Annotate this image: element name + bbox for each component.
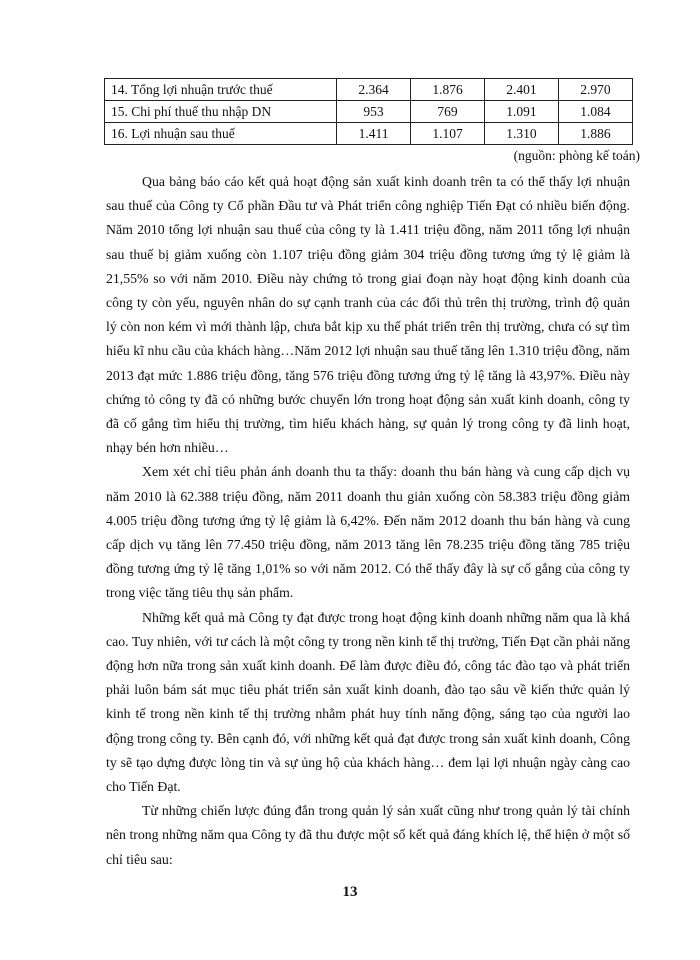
table-cell: 1.886	[558, 123, 632, 145]
row-label: 16. Lợi nhuận sau thuế	[105, 123, 337, 145]
table-cell: 1.107	[411, 123, 485, 145]
page-number: 13	[342, 884, 358, 900]
table-row	[105, 101, 633, 123]
table-cell: 1.310	[485, 123, 559, 145]
table-cell: 1.084	[558, 101, 632, 123]
financial-table	[104, 78, 633, 145]
table-cell: 953	[337, 101, 411, 123]
row-label: 14. Tổng lợi nhuận trước thuế	[105, 79, 337, 101]
table-cell: 1.091	[485, 101, 559, 123]
table-row	[105, 123, 633, 145]
paragraph: Từ những chiến lược đúng đắn trong quản lý sản xuất cũng như trong quản lý tài chính nên trong những năm qua Công ty đã thu được một số kết quả đáng khích lệ, thể hiện ở một số chỉ tiêu sau:	[106, 803, 630, 867]
paragraph: Những kết quả mà Công ty đạt được trong hoạt động kinh doanh những năm qua là khá cao. Tuy nhiên, với tư cách là một công ty trong nền kinh tế thị trường, Tiến Đạt cần phải năng động hơn nữa trong sản xuất kinh doanh. Để làm được điều đó, công tác đào tạo và phát triển phải luôn bám sát mục tiêu phát triển sản xuất kinh doanh, đào tạo sâu về kiến thức quản lý kinh tế trong nền kinh tế thị trường nhằm phát huy tính năng động, sáng tạo của người lao động trong công ty. Bên cạnh đó, với những kết quả đạt được trong sản xuất kinh doanh, Công ty sẽ tạo dựng được lòng tin và sự ủng hộ của khách hàng… đem lại lợi nhuận ngày càng cao cho Tiến Đạt.	[106, 609, 630, 795]
table-cell: 1.876	[411, 79, 485, 101]
table-cell: 2.970	[558, 79, 632, 101]
paragraph: Xem xét chỉ tiêu phản ánh doanh thu ta thấy: doanh thu bán hàng và cung cấp dịch vụ năm 2010 là 62.388 triệu đồng, năm 2011 doanh thu giản xuống còn 58.383 triệu đồng giảm 4.005 triệu đồng tương ứng tỷ lệ giảm là 6,42%. Đến năm 2012 doanh thu bán hàng và cung cấp dịch vụ tăng lên 77.450 triệu đồng, năm 2013 tăng lên 78.235 triệu đồng tăng 785 triệu đồng tương ứng tỷ lệ tăng 1,01% so với năm 2012. Có thể thấy đây là sự cố gắng của công ty trong việc tăng tiêu thụ sản phẩm.	[106, 464, 630, 601]
row-label: 15. Chi phí thuế thu nhập DN	[105, 101, 337, 123]
table-cell: 2.401	[485, 79, 559, 101]
table-row	[105, 79, 633, 101]
table-cell: 1.411	[337, 123, 411, 145]
table-cell: 769	[411, 101, 485, 123]
body-text	[106, 170, 630, 872]
paragraph: Qua bảng báo cáo kết quả hoạt động sản xuất kinh doanh trên ta có thể thấy lợi nhuận sau thuế của Công ty Cổ phần Đầu tư và Phát triển công nghiệp Tiến Đạt có nhiều biến động. Năm 2010 tổng lợi nhuận sau thuế của công ty là 1.411 triệu đồng, năm 2011 tổng lợi nhuận sau thuế bị giảm xuống còn 1.107 triệu đồng giảm 304 triệu đồng tương ứng tỷ lệ giảm là 21,55% so với năm 2010. Điều này chứng tỏ trong giai đoạn này hoạt động kinh doanh của công ty còn yếu, nguyên nhân do sự cạnh tranh của các đối thủ trên thị trường, trình độ quản lý còn non kém vì mới thành lập, chưa bắt kịp xu thế phát triển trên thị trường, chưa có sự tìm hiểu kĩ nhu cầu của khách hàng…Năm 2012 lợi nhuận sau thuế tăng lên 1.310 triệu đồng, năm 2013 đạt mức 1.886 triệu đồng, tăng 576 triệu đồng tương ứng tỷ lệ tăng là 43,97%. Điều này chứng tỏ công ty đã có những bước chuyển lớn trong hoạt động sản xuất kinh doanh, công ty đã cố gắng tìm hiểu thị trường, tìm hiểu khách hàng, sự quản lý trong công ty đã linh hoạt, nhạy bén hơn nhiều…	[106, 174, 630, 456]
table-cell: 2.364	[337, 79, 411, 101]
table-source-note: (nguồn: phòng kế toán)	[513, 148, 640, 163]
